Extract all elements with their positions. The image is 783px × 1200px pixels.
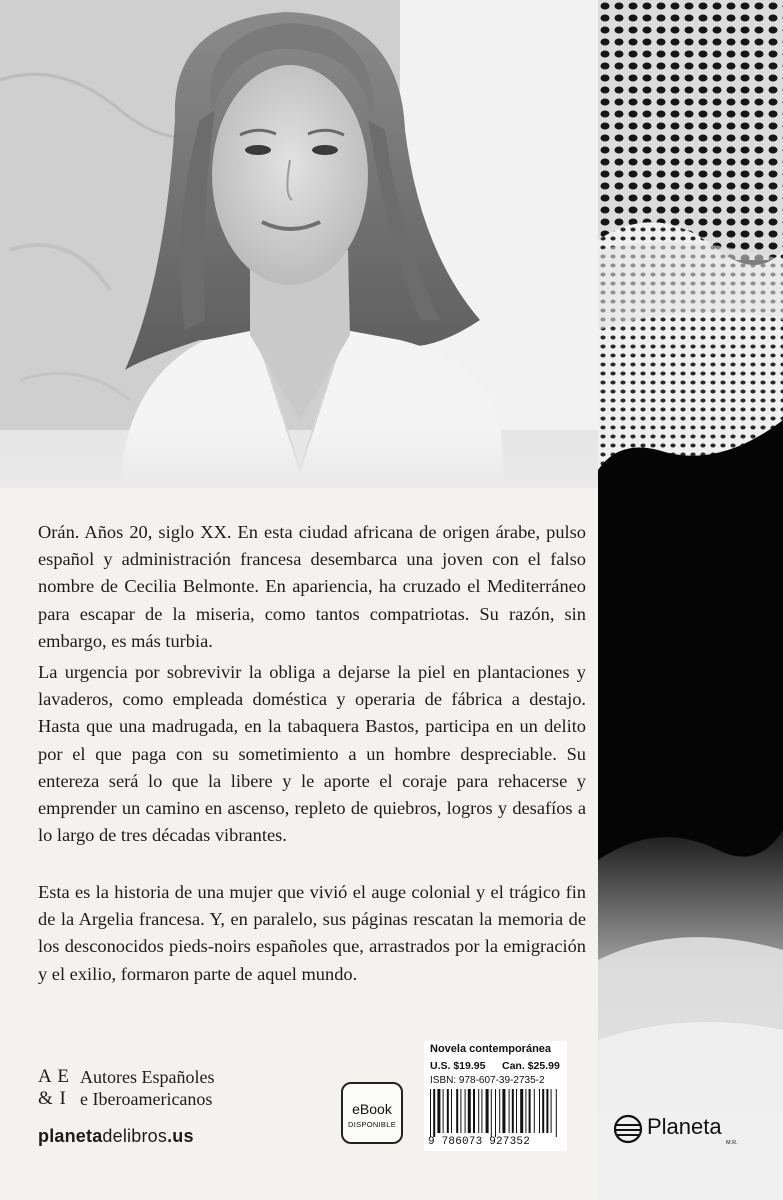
barcode-digits: 9 786073 927352: [428, 1136, 531, 1148]
series-name-line-1: Autores Españoles: [80, 1067, 215, 1087]
author-portrait-illustration: [0, 0, 598, 488]
author-photo: [0, 0, 598, 488]
publisher-logo: [613, 1112, 743, 1152]
synopsis-paragraph-2: La urgencia por sobrevivir la obliga a dejarse la piel en plantaciones y lavaderos, como empleada doméstica y operaria de fábrica a destajo. Hasta que una madrugada, en la tabaquera Bastos, participa en un delito por el que paga con su sometimiento a un hombre despreciable. Su entereza será lo que la libere y le aporte el coraje para rehacerse y emprender un camino en ascenso, repleto de quiebros, logros y desafíos a lo largo de tres décadas vibrantes.: [38, 662, 586, 846]
photo-fade: [0, 428, 598, 488]
website-part-2: delibros: [102, 1126, 168, 1146]
cover-texture-strip: [598, 0, 783, 1200]
series-logo: [38, 1066, 78, 1114]
ebook-subtitle: DISPONIBLE: [347, 1120, 396, 1129]
isbn-label: ISBN: 978-607-39-2735-2: [430, 1075, 545, 1086]
barcode-bars: [430, 1089, 562, 1137]
texture-art: [598, 0, 783, 1200]
publisher-name: Planeta: [647, 1114, 722, 1139]
series-logo-line-1: A E: [38, 1066, 71, 1087]
ebook-available-badge: [341, 1082, 403, 1144]
planeta-globe-icon: [613, 1114, 643, 1144]
publisher-trademark: M.R.: [726, 1140, 738, 1146]
price-us: U.S. $19.95: [430, 1060, 486, 1072]
publisher-website[interactable]: [38, 1126, 194, 1147]
series-name-line-2: e Iberoamericanos: [80, 1089, 213, 1109]
synopsis-paragraph-3: Esta es la historia de una mujer que vivió el auge colonial y el trágico fin de la Argelia francesa. Y, en paralelo, sus páginas rescatan la memoria de los desconocidos pieds-noirs españoles que, arrastrados por la emigración y el exilio, formaron parte de aquel mundo.: [38, 882, 586, 984]
synopsis-paragraph-1: Orán. Años 20, siglo XX. En esta ciudad africana de origen árabe, pulso español y administración francesa desembarca una joven con el falso nombre de Cecilia Belmonte. En apariencia, ha cruzado el Mediterráneo para escapar de la miseria, como tantos compatriotas. Su razón, sin embargo, es más turbia.: [38, 522, 586, 651]
genre-label: Novela contemporánea: [430, 1043, 552, 1055]
ebook-title: eBook: [352, 1101, 392, 1117]
series-logo-line-2: & I: [38, 1088, 67, 1109]
website-part-3: .us: [167, 1126, 194, 1146]
barcode-box: [424, 1041, 567, 1151]
website-part-1: planeta: [38, 1126, 103, 1146]
price-can: Can. $25.99: [502, 1060, 560, 1072]
